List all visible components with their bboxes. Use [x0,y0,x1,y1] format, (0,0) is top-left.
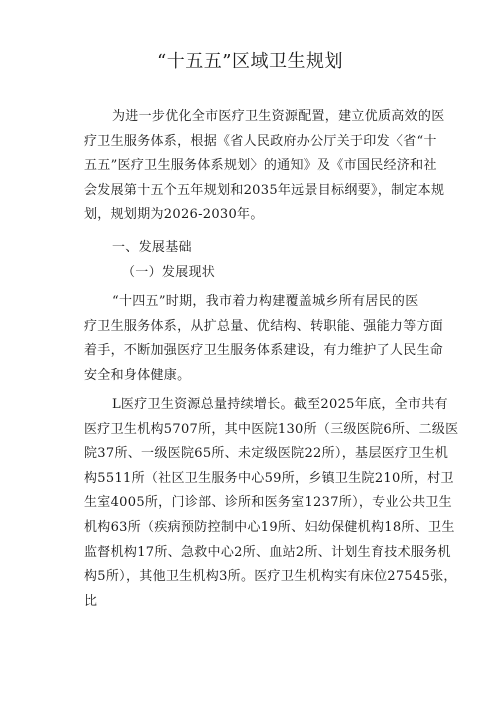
resources-line: 构5所），其他卫生机构3所。医疗卫生机构实有床位27545张， [84,569,457,585]
status-line: “十四五”时期，我市着力构建覆盖城乡所有居民的医 [112,294,419,309]
status-line: 疗卫生服务体系，从扩总量、优结构、转职能、强能力等方面 [84,318,444,334]
subsection-heading: （一）发展现状 [122,264,216,280]
intro-paragraph [84,105,445,228]
resources-line: 机构63所（疾病预防控制中心19所、妇幼保健机构18所、卫生 [84,519,455,535]
intro-line: 五五”医疗卫生服务体系规划〉的通知》及《市国民经济和社 [84,158,437,174]
intro-line: 为进一步优化全市医疗卫生资源配置，建立优质高效的医 [112,109,445,124]
document-title: “十五五”区域卫生规划 [157,51,343,72]
resources-line: 构5511所（社区卫生服务中心59所，乡镇卫生院210所，村卫 [84,470,454,486]
intro-line: 疗卫生服务体系，根据《省人民政府办公厅关于印发〈省“十 [84,133,437,149]
status-line: 着手，不断加强医疗卫生服务体系建设，有力维护了人民生命 [84,343,444,359]
section-heading-block [84,236,420,285]
resources-paragraph [84,393,459,614]
intro-line: 会发展第十五个五年规划和2035年远景目标纲要》，制定本规 [84,182,445,198]
resources-line: 医疗卫生机构5707所，其中医院130所（三级医院6所、二级医 [84,421,459,437]
status-paragraph [84,290,444,388]
resources-line: 监督机构17所、急救中心2所、血站2所、计划生育技术服务机 [84,544,451,560]
section-heading: 一、发展基础 [112,240,192,255]
intro-line: 划，规划期为2026-2030年。 [84,207,264,223]
resources-line: 生室4005所，门诊部、诊所和医务室1237所），专业公共卫生 [84,495,452,511]
resources-line: 院37所、一级医院65所、未定级医院22所），基层医疗卫生机 [84,446,449,462]
status-line: 安全和身体健康。 [84,367,191,383]
resources-line: 比 [84,593,98,609]
resources-line: L医疗卫生资源总量持续增长。截至2025年底，全市共有 [112,397,448,412]
